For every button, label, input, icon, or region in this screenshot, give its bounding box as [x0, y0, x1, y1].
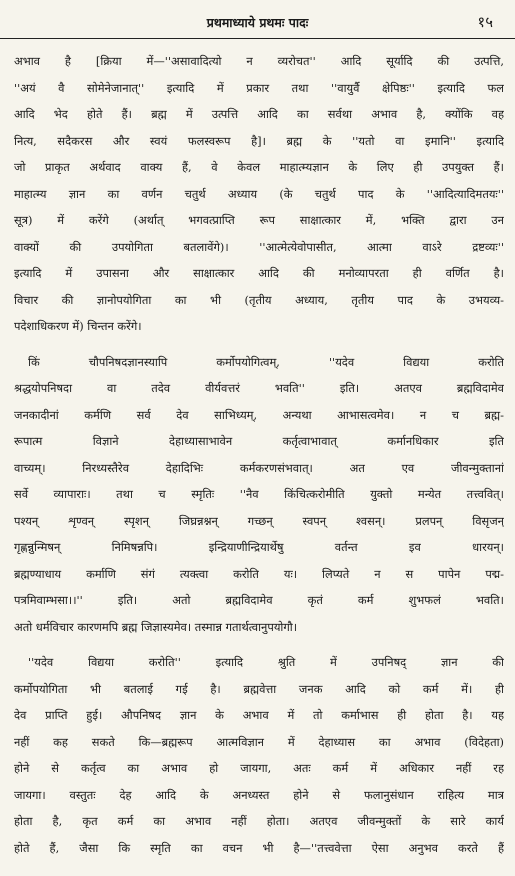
text-line: श्रद्धयोपनिषदा वा तदेव वीर्यवत्तरं भवति'' इति। अतएव ब्रह्मविदामेव — [14, 381, 504, 395]
text-line: ''अयं वै सोमेनेजानात्'' इत्यादि में प्रकार तथा ''वायुर्वै क्षेपिष्ठः'' इत्यादि फल — [14, 80, 504, 95]
paragraph-3 — [14, 649, 504, 861]
text-line: होते हैं, जैसा कि स्मृति का वचन भी है—''तत्त्ववेत्ता ऐसा अनुभव करते हैं — [14, 840, 504, 855]
text-line: ब्रह्मण्याधाय कर्माणि संगं त्यक्त्वा करोति यः। लिप्यते न स पापेन पद्म- — [14, 566, 504, 581]
text-line: सूत्र) में करेंगे (अर्थात् भगवत्प्राप्ति रूप साक्षात्कार में, भक्ति द्वारा उन — [14, 213, 504, 227]
text-line: गृह्णन्नुन्मिषन् निमिषन्नपि। इन्द्रियाणीन्द्रियार्थेषु वर्तन्त इव धारयन्। — [14, 540, 504, 554]
text-line: वाक्यों की उपयोगिता बतलावेंगे)। ''आत्मेत्येवोपासीत, आत्मा वाऽरे द्रष्टव्यः'' — [14, 239, 504, 254]
text-line: जायगा। वस्तुतः देह आदि के अनध्यस्त होने से फलानुसंधान राहित्य मात्र — [14, 787, 504, 802]
paragraph-2 — [14, 349, 504, 641]
text-line: विचार की ज्ञानोपयोगिता का भी (तृतीय अध्याय, तृतीय पाद के उभयव्य- — [14, 292, 504, 307]
text-line: किं चौपनिषदज्ञानस्यापि कर्मोपयोगित्वम्, ''यदेव विद्यया करोति — [28, 354, 504, 369]
text-line: नहीं कह सकते कि—ब्रह्मरूप आत्मविज्ञान में देहाध्यास का अभाव (विदेहता) — [14, 734, 504, 749]
text-line: इत्यादि में उपासना और साक्षात्कार आदि की मनोव्यापरता ही वर्णित है। — [14, 266, 504, 280]
text-line: ''यदेव विद्यया करोति'' इत्यादि श्रुति में उपनिषद् ज्ञान की — [28, 655, 504, 669]
text-line: सर्वे व्यापाराः। तथा च स्मृतिः ''नैव किंचित्करोमीति युक्तो मन्येत तत्त्ववित्। — [14, 487, 504, 501]
text-line: माहात्म्य ज्ञान का वर्णन चतुर्थ अध्याय (के चतुर्थ पाद के ''आदित्यादिमतयः'' — [14, 186, 504, 201]
text-line: आदि भेद होते हैं। ब्रह्म में उत्पत्ति आदि का सर्वथा अभाव है, क्योंकि वह — [14, 107, 504, 121]
text-line: अतो धर्मविचार कारणमपि ब्रह्म जिज्ञास्यमेव। तस्मान्न गतार्थत्वानुपयोगौ। — [14, 619, 298, 634]
text-line: अभाव है [क्रिया में—''असावादित्यो न व्यरोचत'' आदि सूर्यादि की उत्पत्ति, — [14, 54, 504, 68]
text-line: होता है, कृत कर्म का अभाव नहीं होता। अतएव जीवन्मुक्तों के सारे कार्य — [14, 814, 504, 828]
text-line: नित्य, सदैकरस और स्वयं फलस्वरूप है]। ब्रह्म के ''यतो वा इमानि'' इत्यादि — [14, 133, 504, 148]
text-line: जनकादीनां कर्मणि सर्व देव साभिध्यम्, अन्यथा आभासत्वमेव। न च ब्रह्म- — [14, 407, 504, 422]
page-number: १५ — [477, 13, 493, 31]
text-line: पत्रमिवाम्भसा।।'' इति। अतो ब्रह्मविदामेव कृतं कर्म शुभफलं भवति। — [14, 593, 504, 607]
text-line: रूपात्म विज्ञाने देहाध्यासाभावेन कर्तृत्वाभावात् कर्मानधिकार इति — [14, 434, 504, 448]
paragraph-1 — [14, 48, 504, 340]
text-line: वाच्यम्। निरध्यस्तैरेव देहादिभिः कर्मकरणसंभवात्। अत एव जीवन्मुक्तानां — [14, 460, 504, 475]
running-title: प्रथमाध्याये प्रथमः पादः — [206, 15, 309, 30]
text-line: पश्यन् शृण्वन् स्पृशन् जिघ्रन्नश्नन् गच्छन् स्वपन् श्वसन्। प्रलपन् विसृजन् — [14, 513, 504, 528]
body-text — [14, 48, 504, 861]
text-line: होने से कर्तृत्व का अभाव हो जायगा, अतः कर्म में अधिकार नहीं रह — [14, 761, 504, 775]
text-line: जो प्राकृत अर्थवाद वाक्य हैं, वे केवल माहात्म्यज्ञान के लिए ही उपयुक्त हैं। — [14, 160, 504, 174]
text-line: कर्मोपयोगिता भी बतलाई गई है। ब्रह्मवेत्ता जनक आदि को कर्म में। ही — [14, 681, 504, 696]
text-line: पदेशाधिकरण में) चिन्तन करेंगे। — [14, 319, 142, 333]
text-line: देव प्राप्ति हुई। औपनिषद ज्ञान के अभाव में तो कर्माभास ही होता है। यह — [14, 708, 504, 722]
running-header — [0, 0, 515, 39]
